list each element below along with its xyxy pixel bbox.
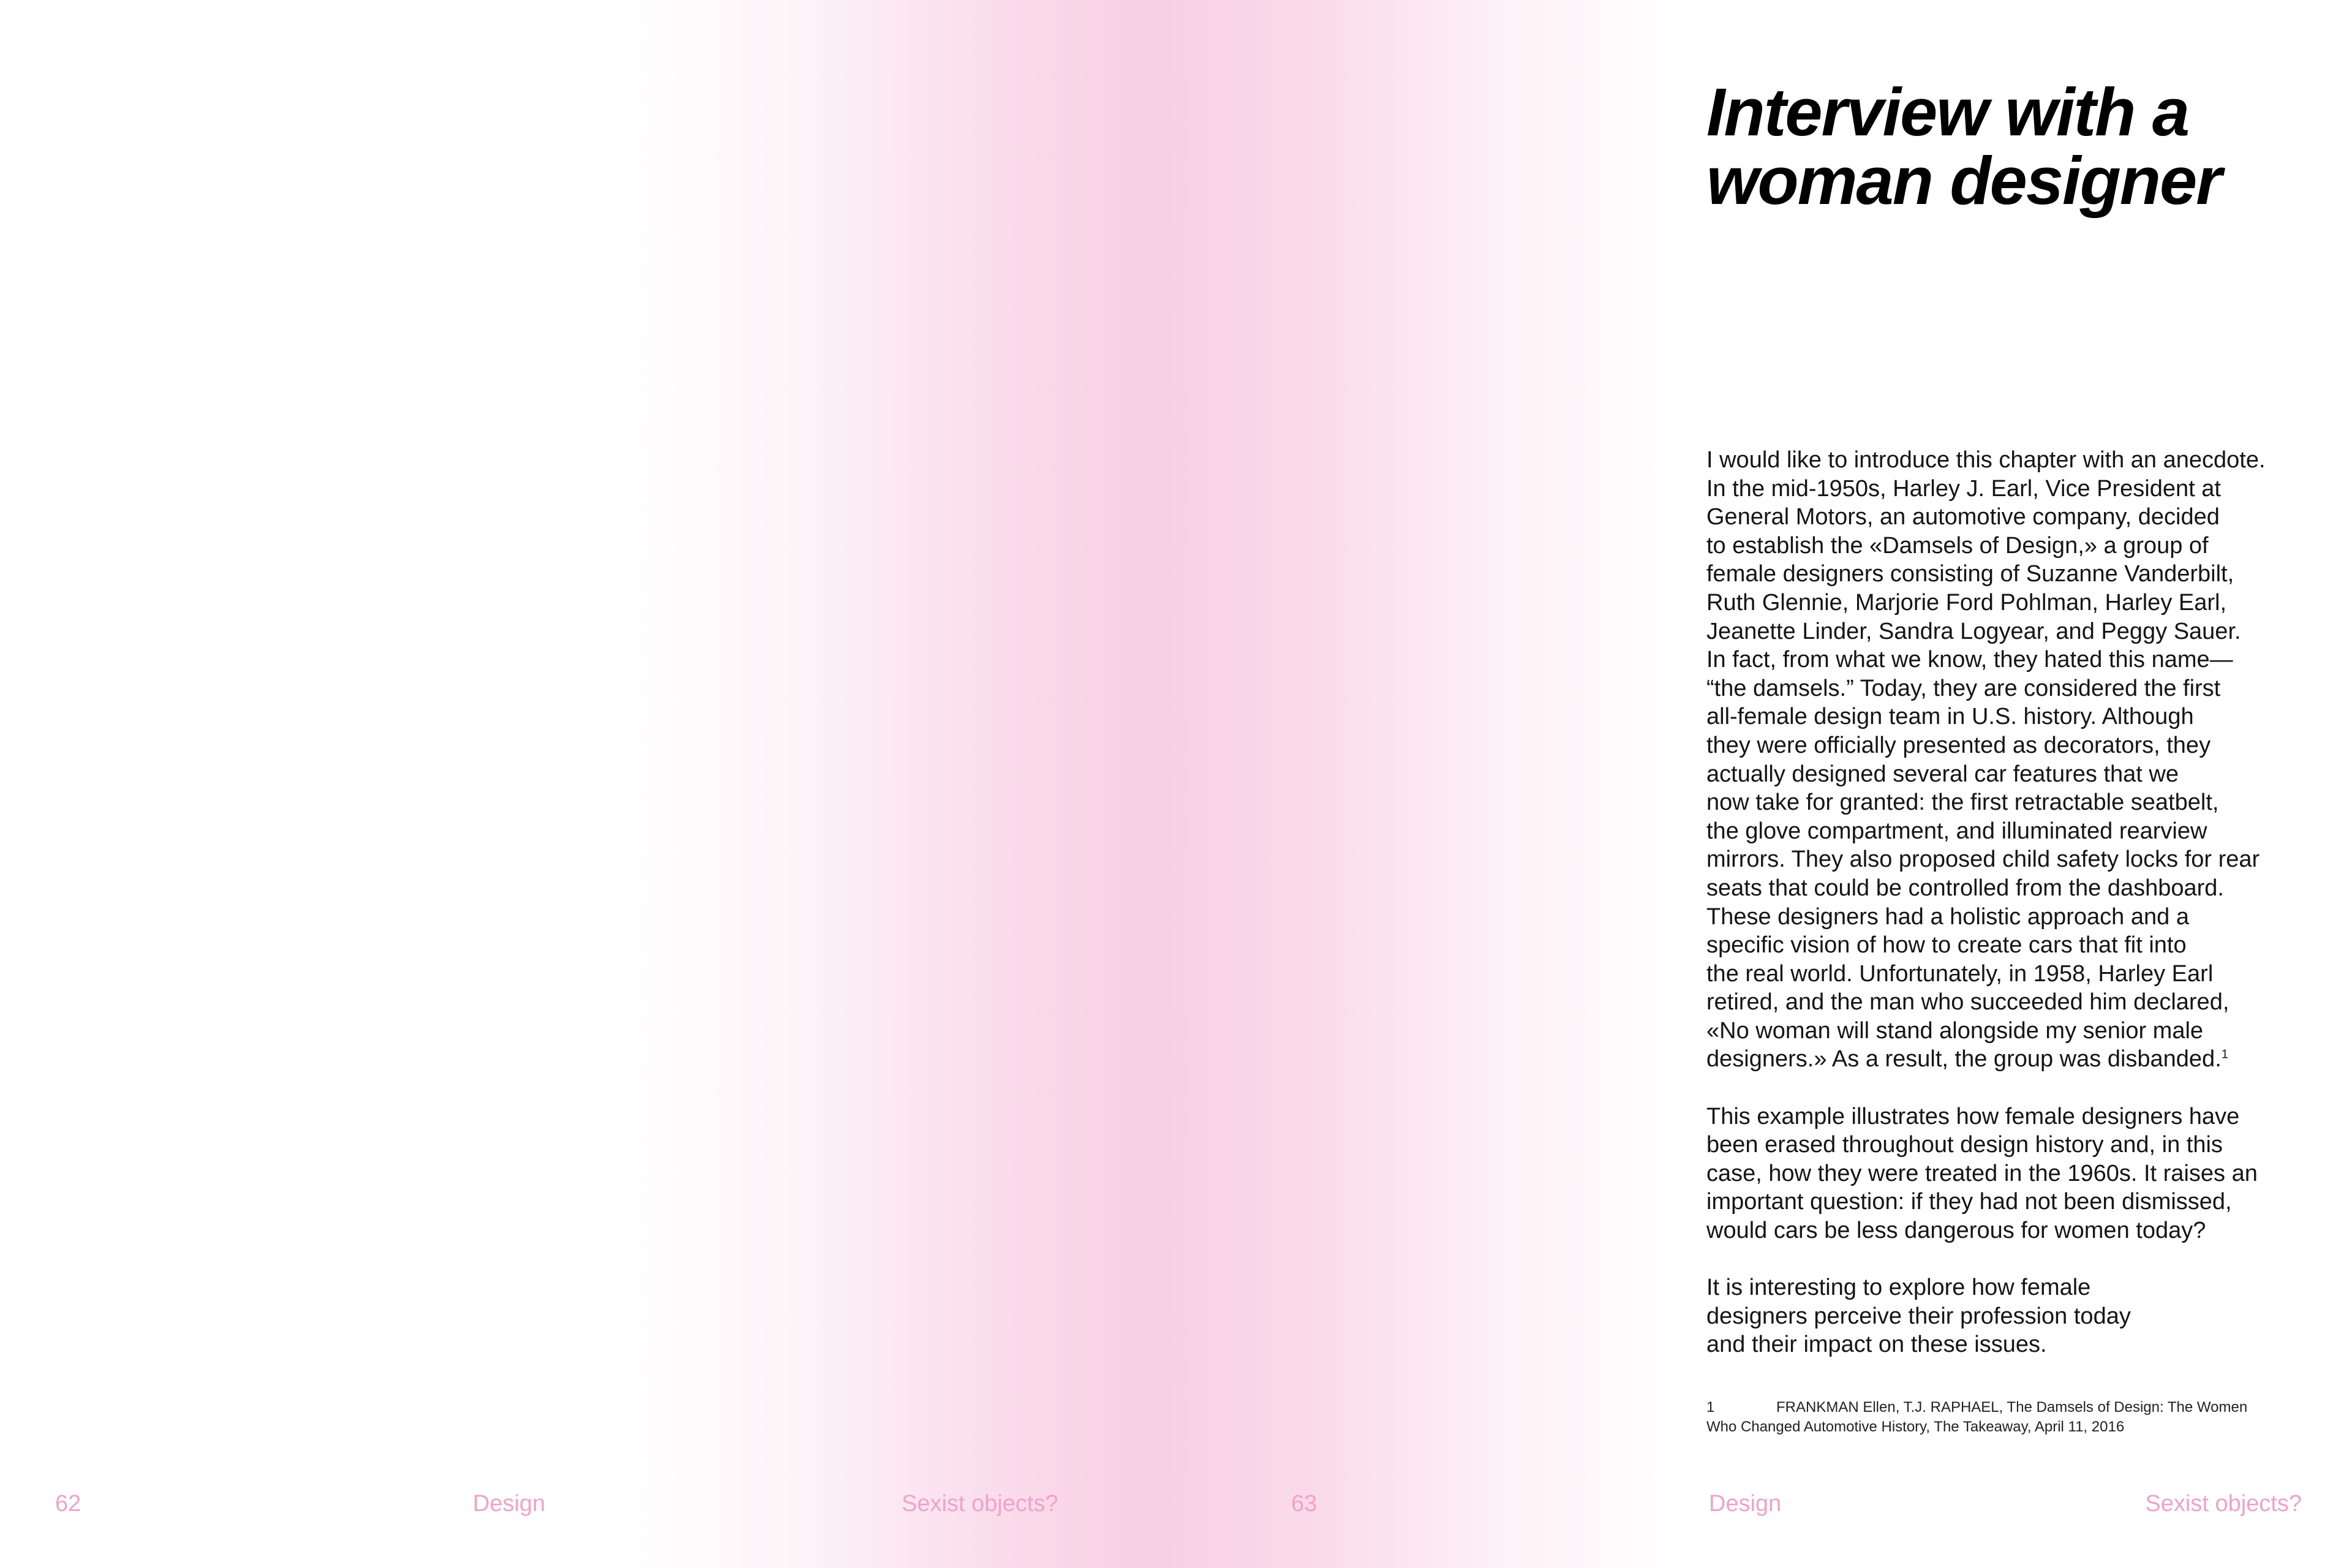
text-line: now take for granted: the first retractable seatbelt, xyxy=(1706,790,2219,816)
text-line: retired, and the man who succeeded him declared, xyxy=(1706,989,2230,1016)
text-line-last xyxy=(1706,1045,2325,1074)
text-line: the real world. Unfortunately, in 1958, Harley Earl xyxy=(1706,960,2214,987)
footnote xyxy=(1706,1398,2325,1437)
text-line: designers perceive their profession today xyxy=(1706,1303,2131,1329)
text-line: “the damsels.” Today, they are considered the first xyxy=(1706,675,2221,701)
text-line: they were officially presented as decorators, they xyxy=(1706,732,2211,758)
text-line: General Motors, an automotive company, decided xyxy=(1706,504,2220,530)
text-line: female designers consisting of Suzanne Vanderbilt, xyxy=(1706,561,2234,587)
footnote-text: FRANKMAN Ellen, T.J. RAPHAEL, The Damsels of Design: The Women xyxy=(1776,1399,2248,1415)
text-line: I would like to introduce this chapter with an anecdote. xyxy=(1706,447,2266,473)
left-page-number: 62 xyxy=(55,1491,81,1517)
left-running-section: Design xyxy=(473,1491,546,1517)
text-line: In fact, from what we know, they hated this name— xyxy=(1706,647,2233,673)
text-line: In the mid-1950s, Harley J. Earl, Vice President at xyxy=(1706,475,2221,502)
text-line: Ruth Glennie, Marjorie Ford Pohlman, Harley Earl, xyxy=(1706,589,2227,616)
left-running-title: Sexist objects? xyxy=(902,1491,1058,1517)
text-line: case, how they were treated in the 1960s. It raises an xyxy=(1706,1160,2258,1186)
text-line: and their impact on these issues. xyxy=(1706,1332,2047,1358)
right-page-number: 63 xyxy=(1291,1491,1317,1517)
chapter-title xyxy=(1706,75,2307,219)
paragraph-3 xyxy=(1706,1273,2325,1359)
text-line: This example illustrates how female designers have xyxy=(1706,1103,2240,1129)
chapter-title-line-2: woman designer xyxy=(1706,143,2221,219)
footnote-line-2: Who Changed Automotive History, The Takeaway, April 11, 2016 xyxy=(1706,1419,2125,1435)
text-line: the glove compartment, and illuminated rearview xyxy=(1706,818,2207,844)
footnote-reference: 1 xyxy=(2221,1047,2228,1061)
right-running-title: Sexist objects? xyxy=(2145,1491,2302,1517)
footnote-line-1 xyxy=(1706,1398,2325,1417)
paragraph-2 xyxy=(1706,1102,2325,1245)
body-text xyxy=(1706,446,2325,1388)
footnote-number: 1 xyxy=(1706,1399,1715,1415)
text-line: «No woman will stand alongside my senior male xyxy=(1706,1017,2204,1044)
paragraph-1 xyxy=(1706,446,2325,1074)
text-line: important question: if they had not been dismissed, xyxy=(1706,1189,2232,1215)
chapter-title-line-1: Interview with a xyxy=(1706,75,2189,150)
text-line: specific vision of how to create cars that fit into xyxy=(1706,932,2187,959)
text-line: been erased throughout design history and, in this xyxy=(1706,1132,2223,1158)
text-line: mirrors. They also proposed child safety locks for rear xyxy=(1706,846,2260,873)
text-line: actually designed several car features that we xyxy=(1706,761,2179,787)
text-line: to establish the «Damsels of Design,» a group of xyxy=(1706,532,2209,559)
text-line: would cars be less dangerous for women today? xyxy=(1706,1218,2206,1244)
text-line: Jeanette Linder, Sandra Logyear, and Peggy Sauer. xyxy=(1706,618,2241,644)
text-line: These designers had a holistic approach and a xyxy=(1706,903,2189,930)
text-line: It is interesting to explore how female xyxy=(1706,1275,2091,1301)
right-running-section: Design xyxy=(1709,1491,1782,1517)
text-line-last-content: designers.» As a result, the group was disbanded. xyxy=(1706,1046,2222,1072)
text-line: all-female design team in U.S. history. Although xyxy=(1706,704,2194,730)
text-line: seats that could be controlled from the dashboard. xyxy=(1706,875,2224,901)
